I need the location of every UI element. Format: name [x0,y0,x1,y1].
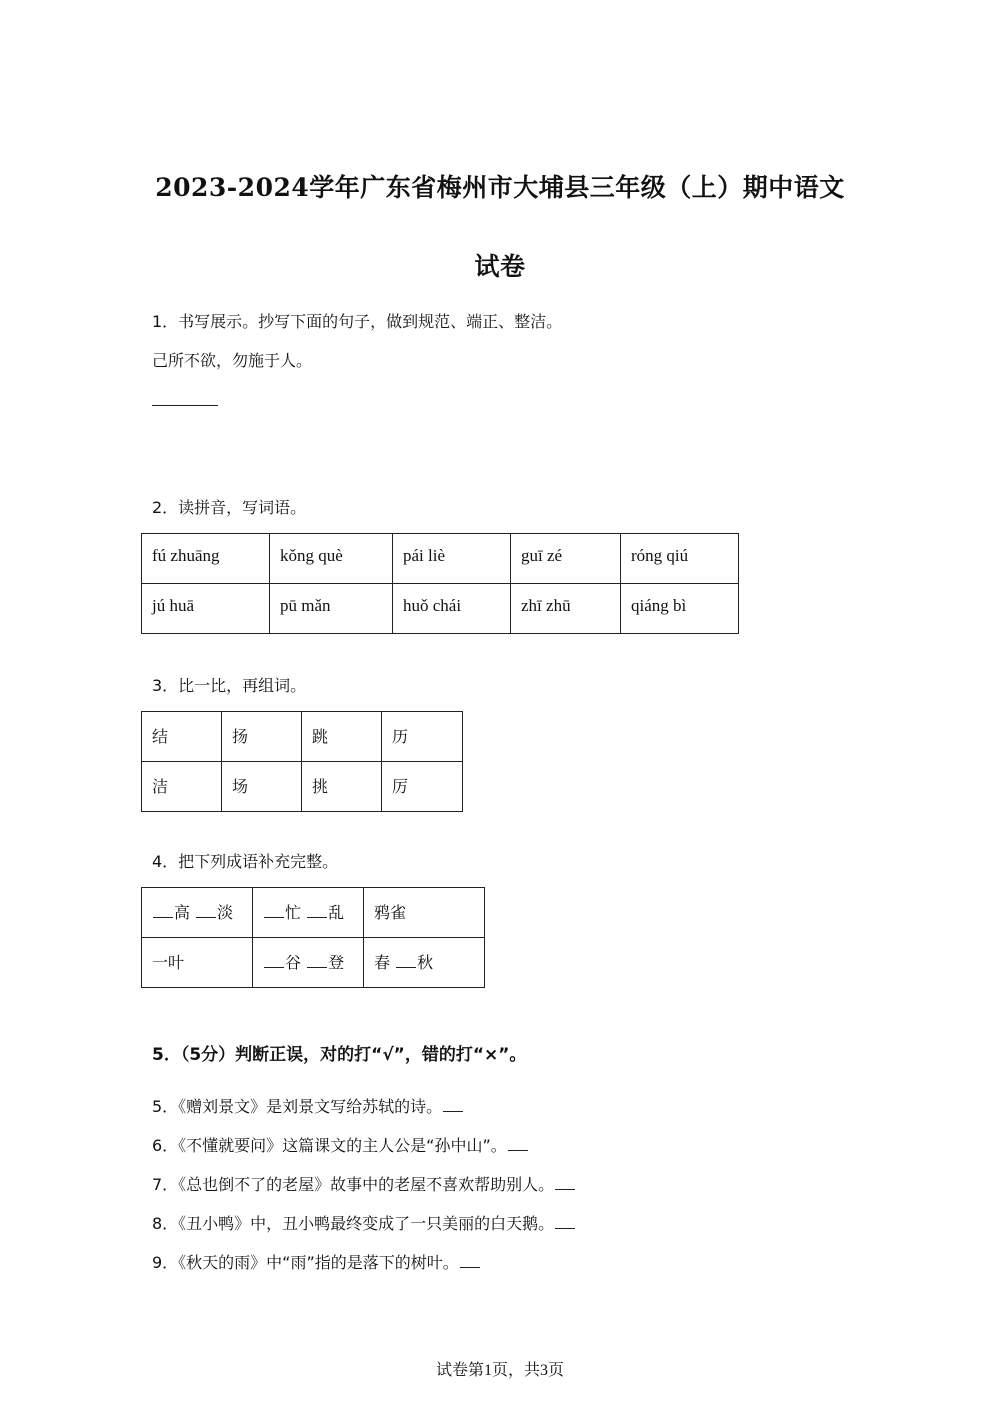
page-title-continued: 试卷 [474,252,526,281]
pinyin-cell: róng qiú [621,534,739,584]
judge-item-text: 9．《秋天的雨》中“雨”指的是落下的树叶。 [152,1253,459,1272]
pinyin-cell: kǒng què [270,534,393,584]
char-cell: 挑 [302,762,382,812]
idiom-char: 登 [328,953,345,972]
pinyin-cell: pū mǎn [270,584,393,634]
char-cell: 扬 [222,712,302,762]
judge-item [152,1253,481,1273]
judge-item [152,1214,576,1234]
idiom-char: 忙 [285,903,302,922]
idiom-cell [364,888,485,938]
idiom-char: 春 [374,953,391,972]
section-5-heading: 5．（5分）判断正误，对的打“√”，错的打“×”。 [152,1045,527,1065]
judge-item-text: 8．《丑小鸭》中，丑小鸭最终变成了一只美丽的白天鹅。 [152,1214,555,1233]
idiom-char: 乱 [328,903,345,922]
compare-table [141,711,463,812]
fill-blank[interactable] [508,1136,528,1151]
question-1-prompt: 1．书写展示。抄写下面的句子，做到规范、端正、整洁。 [152,312,563,331]
pinyin-cell: fú zhuāng [142,534,270,584]
char-cell: 厉 [382,762,463,812]
judge-item [152,1175,576,1195]
question-1-sentence: 己所不欲，勿施于人。 [152,351,313,370]
pinyin-cell: jú huā [142,584,270,634]
idiom-char: 淡 [217,903,234,922]
idiom-cell [364,938,485,988]
fill-blank[interactable] [307,903,327,918]
question-1-answer-line[interactable] [152,404,218,406]
pinyin-cell: qiáng bì [621,584,739,634]
fill-blank[interactable] [307,953,327,968]
pinyin-cell: pái liè [393,534,511,584]
idiom-char: 高 [174,903,191,922]
fill-blank[interactable] [153,903,173,918]
fill-blank[interactable] [460,1253,480,1268]
char-cell: 历 [382,712,463,762]
idiom-char: 鸦雀 [374,903,407,922]
pinyin-cell: zhī zhū [511,584,621,634]
char-cell: 跳 [302,712,382,762]
fill-blank[interactable] [396,953,416,968]
page-footer: 试卷第1页，共3页 [435,1362,564,1379]
fill-blank[interactable] [555,1175,575,1190]
idiom-cell [142,938,253,988]
char-cell: 结 [142,712,222,762]
idiom-char: 秋 [417,953,434,972]
question-2-prompt: 2．读拼音，写词语。 [152,498,307,517]
idiom-cell [253,888,364,938]
idiom-cell [253,938,364,988]
idiom-table [141,887,485,988]
judge-item [152,1097,464,1117]
judge-item-text: 5．《赠刘景文》是刘景文写给苏轼的诗。 [152,1097,443,1116]
char-cell: 场 [222,762,302,812]
idiom-cell [142,888,253,938]
pinyin-table [141,533,739,634]
question-3-prompt: 3．比一比，再组词。 [152,676,307,695]
page-title: 2023-2024学年广东省梅州市大埔县三年级（上）期中语文 [155,173,845,202]
fill-blank[interactable] [264,953,284,968]
fill-blank[interactable] [555,1214,575,1229]
judge-item-text: 7．《总也倒不了的老屋》故事中的老屋不喜欢帮助别人。 [152,1175,555,1194]
pinyin-cell: huǒ chái [393,584,511,634]
judge-item [152,1136,529,1156]
fill-blank[interactable] [443,1097,463,1112]
pinyin-cell: guī zé [511,534,621,584]
judge-item-text: 6．《不懂就要问》这篇课文的主人公是“孙中山”。 [152,1136,507,1155]
question-4-prompt: 4．把下列成语补充完整。 [152,852,339,871]
idiom-char: 一叶 [152,953,185,972]
fill-blank[interactable] [264,903,284,918]
idiom-char: 谷 [285,953,302,972]
char-cell: 洁 [142,762,222,812]
fill-blank[interactable] [196,903,216,918]
